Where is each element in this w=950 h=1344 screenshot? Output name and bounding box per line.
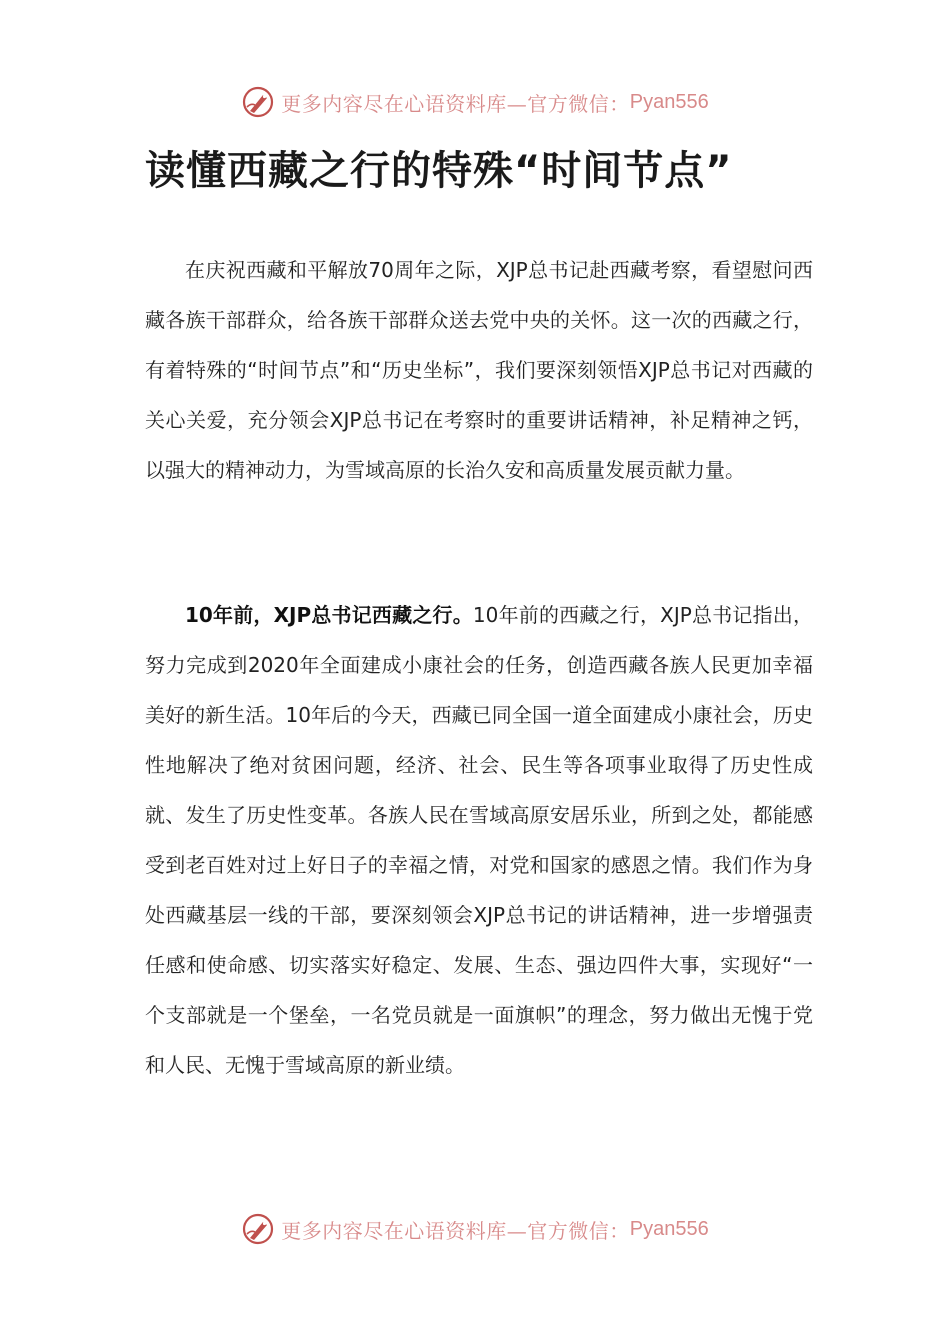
footer-wechat-id: Pyan556 — [629, 1217, 709, 1240]
header-wechat-id: Pyan556 — [629, 90, 709, 113]
header-banner-text: 更多内容尽在心语资料库—官方微信： — [281, 91, 630, 116]
pen-nib-icon — [241, 1212, 275, 1246]
paragraph-2-lead: 10年前，XJP总书记西藏之行。 — [185, 603, 473, 627]
header-banner — [0, 82, 950, 122]
paragraph-1: 在庆祝西藏和平解放70周年之际，XJP总书记赴西藏考察，看望慰问西藏各族干部群众，给各族干部群众送去党中央的关怀。这一次的西藏之行，有着特殊的“时间节点”和“历史坐标”，我们要深刻领悟XJP总书记对西藏的关心关爱，充分领会XJP总书记在考察时的重要讲话精神，补足精神之钙，以强大的精神动力，为雪域高原的长治久安和高质量发展贡献力量。 — [145, 258, 813, 482]
footer-banner-text: 更多内容尽在心语资料库—官方微信： — [281, 1218, 630, 1243]
paragraph-2 — [145, 590, 813, 1090]
footer-banner — [0, 1209, 950, 1249]
article-title: 读懂西藏之行的特殊“时间节点” — [145, 148, 733, 194]
paragraph-2-body: 10年前的西藏之行，XJP总书记指出，努力完成到2020年全面建成小康社会的任务，创造西藏各族人民更加幸福美好的新生活。10年后的今天，西藏已同全国一道全面建成小康社会，历史性地解决了绝对贫困问题，经济、社会、民生等各项事业取得了历史性成就、发生了历史性变革。各族人民在雪域高原安居乐业，所到之处，都能感受到老百姓对过上好日子的幸福之情，对党和国家的感恩之情。我们作为身处西藏基层一线的干部，要深刻领会XJP总书记的讲话精神，进一步增强责任感和使命感、切实落实好稳定、发展、生态、强边四件大事，实现好“一个支部就是一个堡垒，一名党员就是一面旗帜”的理念，努力做出无愧于党和人民、无愧于雪域高原的新业绩。 — [145, 603, 813, 1077]
pen-nib-icon — [241, 85, 275, 119]
